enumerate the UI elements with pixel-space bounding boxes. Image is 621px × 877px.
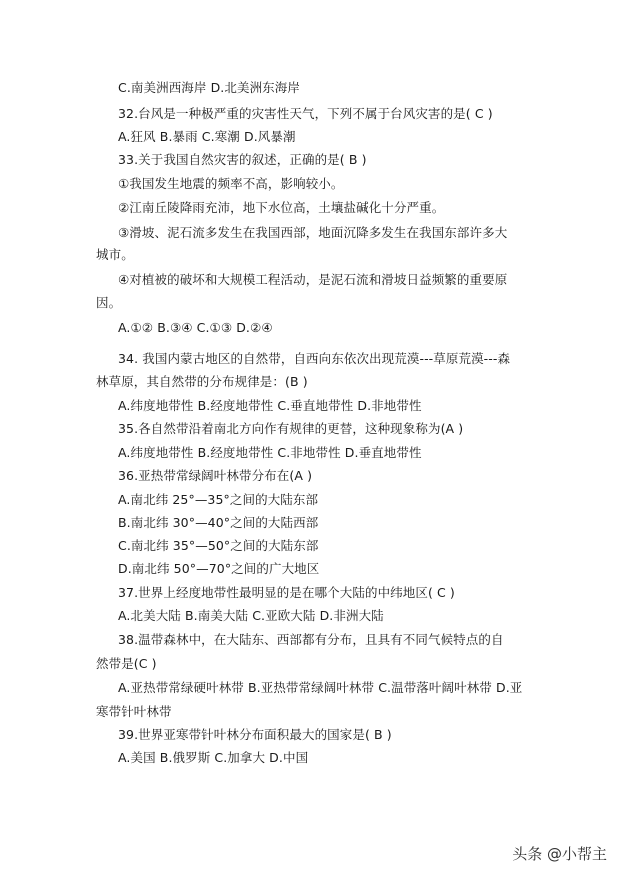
option-line: 寒带针叶林带 xyxy=(96,704,172,719)
statement-line: ③滑坡、泥石流多发生在我国西部，地面沉降多发生在我国东部许多大 xyxy=(118,225,508,240)
statement-line: ①我国发生地震的频率不高，影响较小。 xyxy=(118,176,344,191)
option-line: A.①② B.③④ C.①③ D.②④ xyxy=(118,320,273,335)
question-line: 39.世界亚寒带针叶林分布面积最大的国家是( B ) xyxy=(118,727,392,742)
statement-line: ④对植被的破坏和大规模工程活动，是泥石流和滑坡日益频繁的重要原 xyxy=(118,272,508,287)
option-line: A.美国 B.俄罗斯 C.加拿大 D.中国 xyxy=(118,750,309,765)
question-line: 35.各自然带沿着南北方向作有规律的更替，这种现象称为(A ) xyxy=(118,421,464,436)
option-line: A.南北纬 25°—35°之间的大陆东部 xyxy=(118,492,319,507)
question-line: 33.关于我国自然灾害的叙述，正确的是( B ) xyxy=(118,152,367,167)
option-line: C.南北纬 35°—50°之间的大陆东部 xyxy=(118,538,319,553)
option-line: B.南北纬 30°—40°之间的大陆西部 xyxy=(118,515,319,530)
watermark: 头条 @小帮主 xyxy=(512,845,607,863)
option-line: A.北美大陆 B.南美大陆 C.亚欧大陆 D.非洲大陆 xyxy=(118,608,384,623)
question-line: 32.台风是一种极严重的灾害性天气，下列不属于台风灾害的是( C ) xyxy=(118,106,493,121)
statement-line: 因。 xyxy=(96,295,122,310)
question-line: 林草原，其自然带的分布规律是：(B ) xyxy=(96,374,308,389)
option-line: A.纬度地带性 B.经度地带性 C.垂直地带性 D.非地带性 xyxy=(118,398,422,413)
statement-line: ②江南丘陵降雨充沛，地下水位高，土壤盐碱化十分严重。 xyxy=(118,200,445,215)
option-line: A.狂风 B.暴雨 C.寒潮 D.风暴潮 xyxy=(118,129,296,144)
option-line: A.纬度地带性 B.经度地带性 C.非地带性 D.垂直地带性 xyxy=(118,445,422,460)
option-line: A.亚热带常绿硬叶林带 B.亚热带常绿阔叶林带 C.温带落叶阔叶林带 D.亚 xyxy=(118,680,523,695)
option-line: C.南美洲西海岸 D.北美洲东海岸 xyxy=(118,80,300,95)
question-line: 34. 我国内蒙古地区的自然带，自西向东依次出现荒漠---草原荒漠---森 xyxy=(118,351,511,366)
question-line: 36.亚热带常绿阔叶林带分布在(A ) xyxy=(118,468,313,483)
question-line: 38.温带森林中，在大陆东、西部都有分布，且具有不同气候特点的自 xyxy=(118,632,504,647)
option-line: D.南北纬 50°—70°之间的广大地区 xyxy=(118,561,320,576)
question-line: 37.世界上经度地带性最明显的是在哪个大陆的中纬地区( C ) xyxy=(118,585,455,600)
question-line: 然带是(C ) xyxy=(96,656,157,671)
statement-line: 城市。 xyxy=(96,247,134,262)
